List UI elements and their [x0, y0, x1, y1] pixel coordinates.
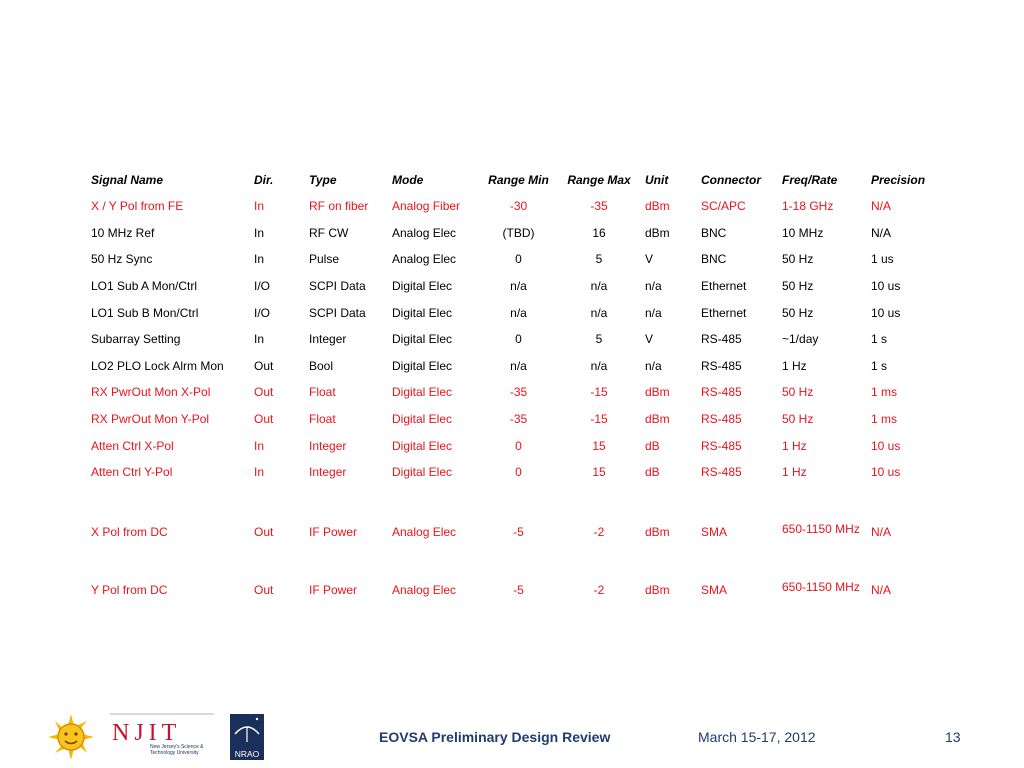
cell-unit: V: [645, 252, 654, 267]
cell-mode: Analog Elec: [392, 225, 457, 240]
cell-range-min: 0: [515, 465, 522, 480]
cell-type: Bool: [309, 358, 334, 373]
cell-type: Integer: [309, 465, 347, 480]
cell-unit: n/a: [645, 358, 662, 373]
cell-range-min: n/a: [510, 279, 527, 294]
cell-unit: dB: [645, 438, 660, 453]
cell-mode: Digital Elec: [392, 279, 453, 294]
cell-range-min: -35: [509, 412, 528, 427]
cell-range-min: n/a: [510, 358, 527, 373]
cell-freq-rate: 50 Hz: [782, 252, 814, 267]
header-range-max: Range Max: [567, 173, 631, 187]
cell-mode: Analog Elec: [392, 582, 457, 597]
cell-precision: 1 us: [871, 252, 894, 267]
cell-type: SCPI Data: [309, 279, 366, 294]
cell-unit: n/a: [645, 305, 662, 320]
cell-signal-name: Subarray Setting: [91, 332, 181, 347]
cell-unit: dBm: [645, 199, 670, 214]
table-row: [86, 246, 936, 273]
cell-precision: 1 s: [871, 358, 888, 373]
table-row: [86, 220, 936, 247]
cell-mode: Digital Elec: [392, 412, 453, 427]
cell-signal-name: Atten Ctrl X-Pol: [91, 438, 174, 453]
cell-signal-name: Y Pol from DC: [91, 582, 168, 597]
cell-freq-rate: 650-1150 MHz: [782, 579, 860, 594]
cell-dir: In: [254, 465, 265, 480]
cell-dir: Out: [254, 524, 274, 539]
cell-mode: Digital Elec: [392, 438, 453, 453]
cell-range-max: 15: [592, 465, 606, 480]
cell-range-max: -35: [590, 199, 608, 214]
cell-signal-name: LO2 PLO Lock Alrm Mon: [91, 358, 224, 373]
cell-type: RF CW: [309, 225, 349, 240]
cell-precision: 10 us: [871, 279, 901, 294]
cell-precision: 10 us: [871, 305, 901, 320]
cell-signal-name: 10 MHz Ref: [91, 225, 155, 240]
cell-dir: I/O: [254, 305, 271, 320]
cell-connector: RS-485: [701, 412, 742, 427]
cell-freq-rate: 1 Hz: [782, 438, 807, 453]
cell-unit: dB: [645, 465, 660, 480]
cell-mode: Digital Elec: [392, 358, 453, 373]
cell-type: Float: [309, 412, 336, 427]
cell-mode: Digital Elec: [392, 305, 453, 320]
header-connector: Connector: [701, 173, 761, 187]
cell-range-max: -15: [590, 412, 608, 427]
header-unit: Unit: [645, 173, 669, 187]
cell-type: Pulse: [309, 252, 340, 267]
cell-connector: SC/APC: [701, 199, 746, 214]
cell-dir: In: [254, 225, 265, 240]
table-row: [86, 406, 936, 433]
footer-date: March 15-17, 2012: [698, 729, 816, 745]
header-range-min: Range Min: [488, 173, 549, 187]
cell-range-min: -30: [509, 199, 528, 214]
header-type: Type: [309, 173, 337, 187]
cell-type: IF Power: [309, 524, 358, 539]
cell-range-min: -5: [513, 524, 524, 539]
table-row: [86, 459, 936, 486]
njit-logo-subtitle-2: Technology University: [150, 750, 199, 756]
cell-range-max: 5: [595, 332, 603, 347]
cell-range-max: -15: [590, 385, 608, 400]
cell-freq-rate: 50 Hz: [782, 412, 814, 427]
cell-connector: RS-485: [701, 465, 742, 480]
cell-freq-rate: 1 Hz: [782, 358, 807, 373]
cell-connector: BNC: [701, 252, 727, 267]
table-row: [86, 544, 936, 602]
cell-range-max: n/a: [590, 279, 608, 294]
cell-unit: dBm: [645, 582, 670, 597]
cell-dir: In: [254, 199, 265, 214]
njit-logo-subtitle-1: New Jersey's Science &: [150, 744, 204, 750]
cell-signal-name: X Pol from DC: [91, 524, 168, 539]
footer-logos: [46, 712, 276, 762]
cell-connector: BNC: [701, 225, 727, 240]
cell-dir: In: [254, 438, 265, 453]
table-row: [86, 432, 936, 459]
nrao-logo: [230, 714, 264, 760]
cell-connector: RS-485: [701, 438, 742, 453]
cell-signal-name: RX PwrOut Mon Y-Pol: [91, 412, 210, 427]
cell-range-min: -5: [513, 582, 524, 597]
signal-table: [86, 167, 936, 602]
cell-unit: dBm: [645, 225, 670, 240]
cell-freq-rate: 50 Hz: [782, 385, 814, 400]
cell-mode: Digital Elec: [392, 465, 453, 480]
cell-freq-rate: 1-18 GHz: [782, 199, 834, 214]
cell-precision: 10 us: [871, 465, 901, 480]
cell-range-max: 5: [595, 252, 603, 267]
cell-mode: Analog Elec: [392, 252, 457, 267]
cell-unit: dBm: [645, 412, 670, 427]
table-row: [86, 326, 936, 353]
cell-signal-name: X / Y Pol from FE: [91, 199, 184, 214]
cell-precision: 1 ms: [871, 385, 898, 400]
header-signal-name: Signal Name: [91, 173, 164, 187]
cell-dir: Out: [254, 582, 274, 597]
table-row: [86, 273, 936, 300]
cell-freq-rate: 650-1150 MHz: [782, 521, 860, 536]
cell-dir: In: [254, 252, 265, 267]
cell-freq-rate: 10 MHz: [782, 225, 824, 240]
header-freq-rate: Freq/Rate: [782, 173, 838, 187]
cell-type: RF on fiber: [309, 199, 369, 214]
cell-range-min: (TBD): [502, 225, 535, 240]
cell-freq-rate: 50 Hz: [782, 305, 814, 320]
cell-precision: N/A: [871, 524, 892, 539]
cell-mode: Analog Fiber: [392, 199, 461, 214]
table-row: [86, 486, 936, 544]
cell-freq-rate: 1 Hz: [782, 465, 807, 480]
cell-precision: N/A: [871, 582, 892, 597]
cell-signal-name: LO1 Sub B Mon/Ctrl: [91, 305, 199, 320]
table-row: [86, 193, 936, 220]
table-body: [86, 193, 936, 602]
cell-type: Integer: [309, 438, 347, 453]
cell-dir: I/O: [254, 279, 271, 294]
cell-signal-name: RX PwrOut Mon X-Pol: [91, 385, 211, 400]
cell-connector: SMA: [701, 524, 728, 539]
cell-type: Float: [309, 385, 336, 400]
cell-type: Integer: [309, 332, 347, 347]
table-row: [86, 379, 936, 406]
njit-logo: [110, 714, 214, 756]
nrao-logo-text: NRAO: [234, 749, 260, 759]
cell-type: IF Power: [309, 582, 358, 597]
cell-range-min: n/a: [510, 305, 527, 320]
cell-connector: SMA: [701, 582, 728, 597]
header-precision: Precision: [871, 173, 926, 187]
cell-dir: Out: [254, 412, 274, 427]
cell-freq-rate: ~1/day: [782, 332, 819, 347]
cell-connector: Ethernet: [701, 279, 747, 294]
cell-signal-name: LO1 Sub A Mon/Ctrl: [91, 279, 198, 294]
header-mode: Mode: [392, 173, 424, 187]
header-dir: Dir.: [254, 173, 274, 187]
cell-range-max: 15: [592, 438, 606, 453]
cell-connector: RS-485: [701, 332, 742, 347]
cell-range-min: 0: [515, 252, 522, 267]
cell-range-min: 0: [515, 438, 522, 453]
cell-freq-rate: 50 Hz: [782, 279, 814, 294]
cell-signal-name: 50 Hz Sync: [91, 252, 153, 267]
sun-logo-icon: [48, 714, 94, 760]
cell-precision: 1 s: [871, 332, 888, 347]
cell-dir: Out: [254, 358, 274, 373]
njit-logo-text: NJIT: [112, 720, 182, 746]
cell-mode: Analog Elec: [392, 524, 457, 539]
cell-unit: dBm: [645, 524, 670, 539]
cell-unit: dBm: [645, 385, 670, 400]
cell-precision: 10 us: [871, 438, 901, 453]
cell-unit: V: [645, 332, 654, 347]
cell-range-max: -2: [593, 524, 605, 539]
cell-precision: 1 ms: [871, 412, 898, 427]
cell-dir: In: [254, 332, 265, 347]
cell-range-max: n/a: [590, 305, 608, 320]
cell-connector: RS-485: [701, 358, 742, 373]
cell-range-min: 0: [515, 332, 522, 347]
cell-signal-name: Atten Ctrl Y-Pol: [91, 465, 173, 480]
cell-mode: Digital Elec: [392, 385, 453, 400]
cell-range-max: -2: [593, 582, 605, 597]
footer-title: EOVSA Preliminary Design Review: [379, 729, 611, 745]
cell-type: SCPI Data: [309, 305, 366, 320]
cell-unit: n/a: [645, 279, 662, 294]
cell-precision: N/A: [871, 225, 892, 240]
page-number: 13: [945, 729, 961, 745]
table-header-row: [86, 167, 936, 193]
cell-mode: Digital Elec: [392, 332, 453, 347]
cell-connector: Ethernet: [701, 305, 747, 320]
table-row: [86, 353, 936, 380]
cell-range-min: -35: [509, 385, 528, 400]
cell-precision: N/A: [871, 199, 892, 214]
cell-range-max: 16: [592, 225, 606, 240]
table-row: [86, 299, 936, 326]
cell-range-max: n/a: [590, 358, 608, 373]
cell-connector: RS-485: [701, 385, 742, 400]
cell-dir: Out: [254, 385, 274, 400]
